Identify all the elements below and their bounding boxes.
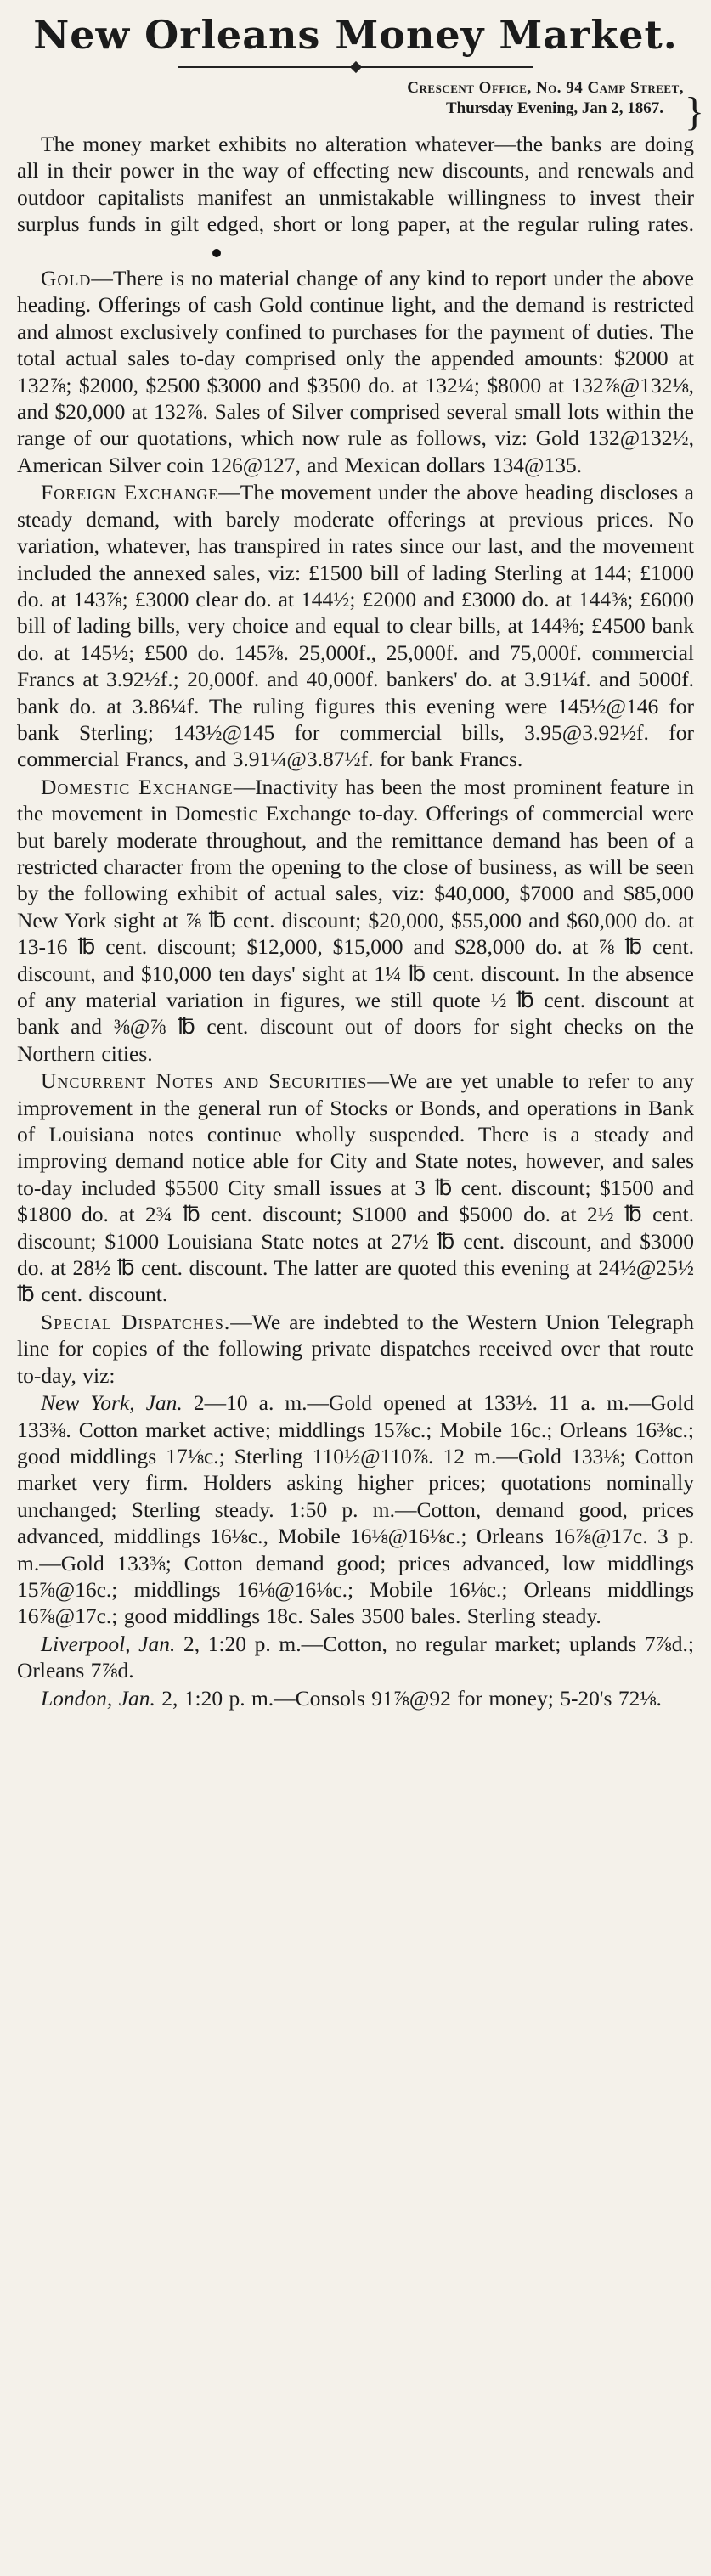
dateline-office: Crescent Office, No. 94 Camp Street, — [407, 79, 684, 97]
new-york-dateline: New York, Jan. — [41, 1390, 183, 1416]
liverpool-dateline: Liverpool, Jan. — [41, 1631, 176, 1656]
paragraph-special-dispatches — [17, 1309, 694, 1389]
uncurrent-notes-text: —We are yet unable to refer to any improvement in the general run of Stocks or Bonds, and operations in Bank of Louisiana notes continue wholly suspended. There is a steady and improving demand notice able for City and State notes, however, and sales to-day included $5500 City small issues at 3 ℔ cent. discount; $1500 and $1800 do. at 2¾ ℔ cent. discount; $1000 and $5000 do. at 2½ ℔ cent. discount; $1000 Louisiana State notes at 27½ ℔ cent. discount, and $3000 do. at 28½ ℔ cent. discount. The latter are quoted this evening at 24½@25½ ℔ cent. discount. — [17, 1068, 694, 1307]
paragraph-gold — [17, 265, 694, 478]
masthead-title: New Orleans Money Market. — [33, 12, 678, 58]
paragraph-liverpool — [17, 1631, 694, 1684]
dateline-brace-icon: } — [684, 89, 704, 134]
uncurrent-notes-heading: Uncurrent Notes and Securities — [41, 1068, 368, 1094]
ornamental-divider — [178, 61, 533, 73]
domestic-exchange-heading: Domestic Exchange — [41, 774, 234, 799]
new-york-text: 2—10 a. m.—Gold opened at 133½. 11 a. m.—Gold 133⅜. Cotton market active; middlings 15⅞c.; Mobile 16c.; Orleans 16⅜c.; good middlings 17⅛c.; Sterling 110½@110⅞. 12 m.—Gold 133⅛; Cotton market very firm. Holders asking higher prices; quotations nominally unchanged; Sterling steady. 1:50 p. m.—Cotton, demand good, prices advanced, middlings 16⅛c., Mobile 16⅛@16⅛c.; Orleans 16⅞@17c. 3 p. m.—Gold 133⅜; Cotton demand good; prices advanced, low middlings 15⅞@16c.; middlings 16⅛@16⅛c.; Mobile 16⅛c.; Orleans middlings 16⅞@17c.; good middlings 18c. Sales 3500 bales. Sterling steady. — [17, 1390, 694, 1629]
paragraph-domestic-exchange — [17, 774, 694, 1067]
london-dateline: London, Jan. — [41, 1685, 155, 1711]
paragraph-uncurrent-notes — [17, 1068, 694, 1308]
paragraph-new-york — [17, 1389, 694, 1630]
foreign-exchange-heading: Foreign Exchange — [41, 480, 219, 505]
dateline-date: Thursday Evening, Jan 2, 1867. — [445, 99, 663, 117]
special-dispatches-text: —We are indebted to the Western Union Telegraph line for copies of the following private dispatches received over that route to-day, viz: — [17, 1309, 694, 1388]
paragraph-foreign-exchange — [17, 479, 694, 772]
dateline — [17, 78, 684, 119]
foreign-exchange-text: —The movement under the above heading discloses a steady demand, with barely moderate offerings at previous prices. No variation, whatever, has transpired in rates since our last, and the movement included the annexed sales, viz: £1500 bill of lading Sterling at 144; £1000 do. at 143⅞; £3000 clear do. at 144½; £2000 and £3000 do. at 144⅜; £6000 bill of lading bills, very choice and equal to clear bills, at 144⅜; £4500 bank do. at 145½; £500 do. 145⅞. 25,000f., 25,000f. and 75,000f. commercial Francs at 3.92½f.; 20,000f. and 40,000f. bankers' do. at 3.91¼f. and 5000f. bank do. at 3.86¼f. The ruling figures this evening were 145½@146 for bank Sterling; 143½@145 for commercial bills, 3.95@3.92½f. for commercial Francs, and 3.91¼@3.87½f. for bank Francs. — [17, 480, 694, 772]
london-text: 2, 1:20 p. m.—Consols 91⅞@92 for money; 5-20's 72⅛. — [155, 1685, 662, 1711]
paragraph-intro — [17, 131, 694, 264]
domestic-exchange-text: —Inactivity has been the most prominent feature in the movement in Domestic Exchange to-day. Offerings of commercial were but barely moderate throughout, and the remittance demand has been of a restricted character from the opening to the close of business, as will be seen by the following exhibit of actual sales, viz: $40,000, $7000 and $85,000 New York sight at ⅞ ℔ cent. discount; $20,000, $55,000 and $60,000 do. at 13-16 ℔ cent. discount; $12,000, $15,000 and $28,000 do. at ⅞ ℔ cent. discount, and $10,000 ten days' sight at 1¼ ℔ cent. discount. In the absence of any material variation in figures, we still quote ½ ℔ cent. discount at bank and ⅜@⅞ ℔ cent. discount out of doors for sight checks on the Northern cities. — [17, 774, 694, 1066]
gold-text: —There is no material change of any kind to report under the above heading. Offerings of cash Gold continue light, and the demand is restricted and almost exclusively confined to purchases for the payment of duties. The total actual sales to-day comprised only the appended amounts: $2000 at 132⅞; $2000, $2500 $3000 and $3500 do. at 132¼; $8000 at 132⅞@132⅛, and $20,000 at 132⅞. Sales of Silver comprised several small lots within the range of our quotations, which now rule as follows, viz: Gold 132@132½, American Silver coin 126@127, and Mexican dollars 134@135. — [17, 266, 694, 477]
paragraph-london — [17, 1685, 694, 1711]
gold-heading: Gold — [41, 266, 92, 291]
special-dispatches-heading: Special Dispatches. — [41, 1309, 231, 1334]
divider-diamond — [349, 61, 361, 73]
bullet-dot-icon — [212, 249, 221, 257]
intro-text: The money market exhibits no alteration whatever—the banks are doing all in their power in the way of effecting new discounts, and renewals and outdoor capitalists manifest an unmistakable willingness to invest their surplus funds in gilt edged, short or long paper, at the regular ruling rates. — [17, 132, 694, 237]
liverpool-text: 2, 1:20 p. m.—Cotton, no regular market; uplands 7⅞d.; Orleans 7⅞d. — [17, 1631, 694, 1683]
